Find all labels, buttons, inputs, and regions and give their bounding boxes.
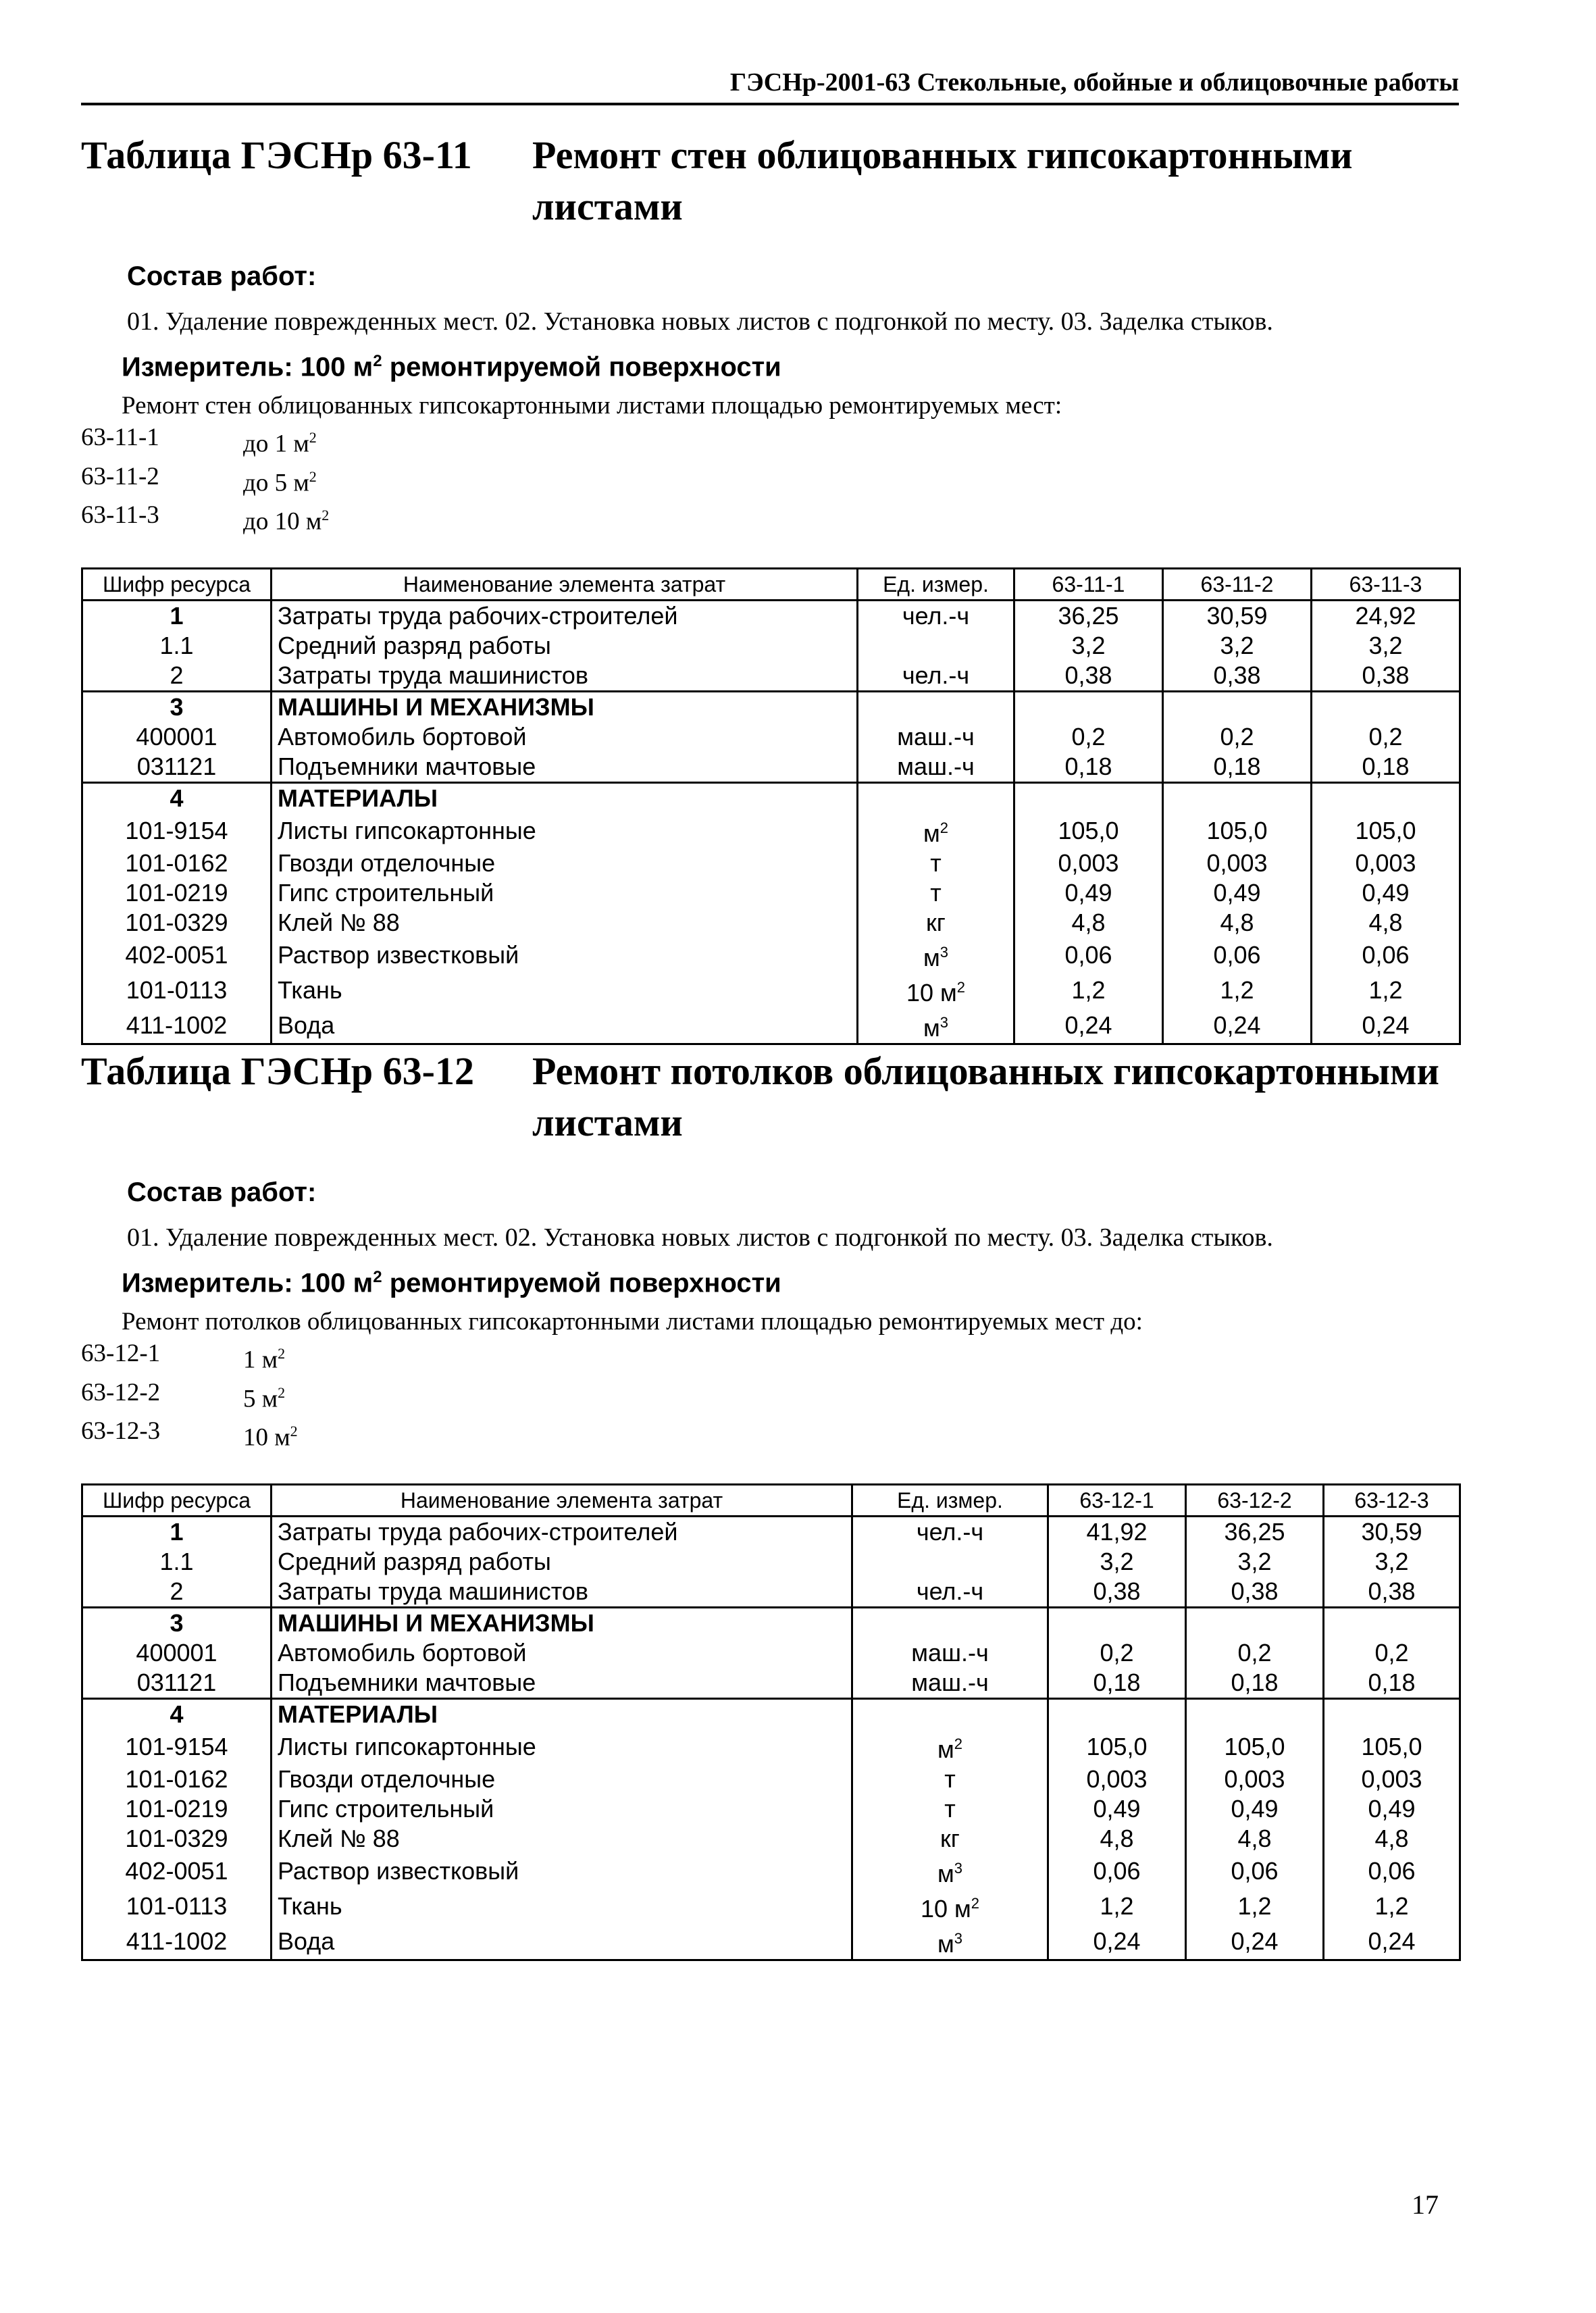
table-row bbox=[82, 1889, 1460, 1924]
unit-text: маш.-ч bbox=[897, 753, 975, 781]
cell-value-1: 0,38 bbox=[1048, 1577, 1186, 1608]
cell-code: 101-9154 bbox=[82, 813, 272, 848]
cell-code: 101-0162 bbox=[82, 848, 272, 878]
variant-text: 5 $м^2$ bbox=[243, 1383, 286, 1413]
cell-value-3: 105,0 bbox=[1324, 1729, 1460, 1764]
header-col-3: 63-11-3 bbox=[1312, 569, 1460, 601]
cell-code: 101-0219 bbox=[82, 878, 272, 908]
meter-prefix: Измеритель: 100 м bbox=[122, 1268, 374, 1298]
cell-value-2: 105,0 bbox=[1186, 1729, 1324, 1764]
cell-name: Подъемники мачтовые bbox=[272, 1668, 852, 1699]
cell-name: Автомобиль бортовой bbox=[272, 722, 858, 752]
table-row bbox=[82, 661, 1460, 692]
unit-text: чел.-ч bbox=[916, 1577, 984, 1606]
table-row bbox=[82, 813, 1460, 848]
cell-name: Средний разряд работы bbox=[272, 631, 858, 661]
variant-code: 63-11-3 bbox=[81, 501, 159, 529]
cell-value-1: 3,2 bbox=[1014, 631, 1163, 661]
cell-unit bbox=[852, 1764, 1048, 1794]
cell-name: Клей № 88 bbox=[272, 1824, 852, 1854]
variant-list bbox=[81, 422, 1459, 538]
table-row bbox=[82, 1668, 1460, 1699]
cell-name: Гвозди отделочные bbox=[272, 848, 858, 878]
cell-code: 101-0113 bbox=[82, 973, 272, 1008]
cell-unit bbox=[852, 1668, 1048, 1699]
cell-value-2: 3,2 bbox=[1163, 631, 1312, 661]
cell-unit bbox=[858, 813, 1014, 848]
cell-unit bbox=[858, 908, 1014, 938]
cell-value-2: 0,49 bbox=[1186, 1794, 1324, 1824]
cell-value-2 bbox=[1163, 692, 1312, 723]
cell-value-2: 0,38 bbox=[1163, 661, 1312, 692]
table-row bbox=[82, 973, 1460, 1008]
cell-value-2: 4,8 bbox=[1163, 908, 1312, 938]
header-name: Наименование элемента затрат bbox=[272, 1485, 852, 1517]
cell-value-1: 0,003 bbox=[1048, 1764, 1186, 1794]
header-unit: Ед. измер. bbox=[852, 1485, 1048, 1517]
table-row bbox=[82, 722, 1460, 752]
unit-text: кг bbox=[940, 1825, 960, 1853]
table-row bbox=[82, 878, 1460, 908]
cell-value-2 bbox=[1186, 1608, 1324, 1639]
cell-value-1: 0,24 bbox=[1014, 1008, 1163, 1044]
cell-value-2: 0,003 bbox=[1186, 1764, 1324, 1794]
cell-value-3: 1,2 bbox=[1312, 973, 1460, 1008]
cell-value-1: 0,18 bbox=[1014, 752, 1163, 783]
header-col-3: 63-12-3 bbox=[1324, 1485, 1460, 1517]
unit-exponent: 2 bbox=[954, 1735, 962, 1753]
cell-value-1: 36,25 bbox=[1014, 601, 1163, 632]
cell-code: 1.1 bbox=[82, 1547, 272, 1577]
table-row bbox=[82, 1854, 1460, 1889]
cell-name: Вода bbox=[272, 1008, 858, 1044]
cell-value-3: 30,59 bbox=[1324, 1517, 1460, 1548]
variant-code: 63-12-2 bbox=[81, 1378, 161, 1406]
unit-text: чел.-ч bbox=[902, 661, 970, 690]
cell-code: 031121 bbox=[82, 1668, 272, 1699]
cell-code: 101-0162 bbox=[82, 1764, 272, 1794]
cell-value-1: 105,0 bbox=[1014, 813, 1163, 848]
cell-name: Автомобиль бортовой bbox=[272, 1638, 852, 1668]
cell-value-2: 4,8 bbox=[1186, 1824, 1324, 1854]
meter-prefix: Измеритель: 100 м bbox=[122, 352, 374, 382]
unit-text: 10 м bbox=[920, 1895, 971, 1923]
cell-code: 402-0051 bbox=[82, 938, 272, 973]
variant-code: 63-12-1 bbox=[81, 1340, 161, 1368]
header-col-2: 63-11-2 bbox=[1163, 569, 1312, 601]
table-row bbox=[82, 601, 1460, 632]
cell-code: 2 bbox=[82, 661, 272, 692]
header-col-1: 63-11-1 bbox=[1014, 569, 1163, 601]
table-row bbox=[82, 692, 1460, 723]
unit-exponent: 3 bbox=[954, 1930, 962, 1948]
cell-code: 4 bbox=[82, 783, 272, 814]
cell-value-2 bbox=[1163, 783, 1312, 814]
meter-sup: 2 bbox=[373, 1268, 382, 1286]
cell-value-3: 105,0 bbox=[1312, 813, 1460, 848]
cell-value-2: 0,18 bbox=[1163, 752, 1312, 783]
table-row bbox=[82, 1824, 1460, 1854]
cell-name: МАТЕРИАЛЫ bbox=[272, 783, 858, 814]
cell-name: Гвозди отделочные bbox=[272, 1764, 852, 1794]
cell-value-2: 0,06 bbox=[1163, 938, 1312, 973]
header-code: Шифр ресурса bbox=[82, 1485, 272, 1517]
cell-unit bbox=[852, 1924, 1048, 1960]
cell-code: 400001 bbox=[82, 1638, 272, 1668]
header-name: Наименование элемента затрат bbox=[272, 569, 858, 601]
cell-value-2: 0,24 bbox=[1163, 1008, 1312, 1044]
cell-name: МАТЕРИАЛЫ bbox=[272, 1699, 852, 1730]
cell-value-3: 4,8 bbox=[1312, 908, 1460, 938]
cell-unit bbox=[852, 1824, 1048, 1854]
table-row bbox=[82, 1577, 1460, 1608]
unit-text: т bbox=[930, 849, 942, 878]
unit-text: маш.-ч bbox=[911, 1669, 989, 1697]
table-section-63-11 bbox=[81, 130, 1459, 1045]
cell-value-1: 0,18 bbox=[1048, 1668, 1186, 1699]
variant-code: 63-12-3 bbox=[81, 1417, 161, 1445]
meter-suffix: ремонтируемой поверхности bbox=[382, 352, 781, 382]
cell-value-3: 0,18 bbox=[1312, 752, 1460, 783]
cell-value-3: 3,2 bbox=[1324, 1547, 1460, 1577]
cell-unit bbox=[858, 973, 1014, 1008]
cell-value-3: 0,2 bbox=[1312, 722, 1460, 752]
table-row bbox=[82, 1608, 1460, 1639]
table-row bbox=[82, 1794, 1460, 1824]
cell-name: Листы гипсокартонные bbox=[272, 1729, 852, 1764]
cell-unit bbox=[852, 1854, 1048, 1889]
cell-value-1: 4,8 bbox=[1014, 908, 1163, 938]
table-row bbox=[82, 783, 1460, 814]
cell-code: 3 bbox=[82, 692, 272, 723]
cell-unit bbox=[852, 1577, 1048, 1608]
cell-unit bbox=[858, 661, 1014, 692]
variant-item bbox=[81, 461, 1459, 499]
cell-name: МАШИНЫ И МЕХАНИЗМЫ bbox=[272, 692, 858, 723]
cell-value-3 bbox=[1312, 692, 1460, 723]
table-row bbox=[82, 752, 1460, 783]
cell-code: 400001 bbox=[82, 722, 272, 752]
cell-unit bbox=[858, 601, 1014, 632]
cell-value-2: 0,18 bbox=[1186, 1668, 1324, 1699]
table-row bbox=[82, 1008, 1460, 1044]
table-row bbox=[82, 908, 1460, 938]
cell-value-3: 0,38 bbox=[1312, 661, 1460, 692]
unit-text: т bbox=[930, 879, 942, 907]
meter-line bbox=[122, 1259, 1459, 1301]
cell-code: 1.1 bbox=[82, 631, 272, 661]
variant-code: 63-11-2 bbox=[81, 462, 159, 490]
cell-code: 101-0113 bbox=[82, 1889, 272, 1924]
unit-exponent: 3 bbox=[954, 1860, 962, 1877]
cell-unit bbox=[858, 938, 1014, 973]
cell-value-2: 36,25 bbox=[1186, 1517, 1324, 1548]
meter-suffix: ремонтируемой поверхности bbox=[382, 1268, 781, 1298]
header-code: Шифр ресурса bbox=[82, 569, 272, 601]
cell-value-3 bbox=[1324, 1699, 1460, 1730]
variant-text: 1 $м^2$ bbox=[243, 1345, 286, 1374]
cell-value-1: 0,2 bbox=[1014, 722, 1163, 752]
cell-code: 101-0219 bbox=[82, 1794, 272, 1824]
cell-name: Раствор известковый bbox=[272, 1854, 852, 1889]
meter-sup: 2 bbox=[373, 352, 382, 370]
cell-value-2 bbox=[1186, 1699, 1324, 1730]
composition-text: 01. Удаление поврежденных мест. 02. Установка новых листов с подгонкой по месту. 03. Заделка стыков. bbox=[127, 307, 1273, 336]
table-row bbox=[82, 848, 1460, 878]
cell-value-1 bbox=[1048, 1699, 1186, 1730]
cell-code: 3 bbox=[82, 1608, 272, 1639]
table-row bbox=[82, 1729, 1460, 1764]
unit-text: м bbox=[937, 1735, 954, 1764]
cell-code: 1 bbox=[82, 601, 272, 632]
description: Ремонт потолков облицованных гипсокартонными листами площадью ремонтируемых мест до: bbox=[122, 1308, 1143, 1336]
cell-unit bbox=[858, 848, 1014, 878]
unit-text: кг bbox=[926, 909, 946, 937]
cell-value-3: 0,003 bbox=[1324, 1764, 1460, 1794]
cell-code: 411-1002 bbox=[82, 1924, 272, 1960]
cell-value-2: 0,49 bbox=[1163, 878, 1312, 908]
variant-text: до 5 $м^2$ bbox=[243, 467, 317, 497]
table-title: Ремонт потолков облицованных гипсокартонными листами bbox=[532, 1049, 1439, 1144]
table-title: Ремонт стен облицованных гипсокартонными листами bbox=[532, 133, 1353, 228]
cell-value-2: 0,24 bbox=[1186, 1924, 1324, 1960]
cell-name: Гипс строительный bbox=[272, 878, 858, 908]
cell-unit bbox=[852, 1889, 1048, 1924]
cell-unit bbox=[858, 752, 1014, 783]
cell-name: Ткань bbox=[272, 1889, 852, 1924]
table-header-row bbox=[82, 1485, 1460, 1517]
variant-text: 10 $м^2$ bbox=[243, 1422, 298, 1452]
table-body bbox=[82, 1517, 1460, 1960]
resource-table bbox=[81, 567, 1461, 1045]
cell-value-1: 41,92 bbox=[1048, 1517, 1186, 1548]
cell-unit bbox=[852, 1794, 1048, 1824]
table-row bbox=[82, 1547, 1460, 1577]
unit-text: м bbox=[923, 944, 940, 972]
cell-value-2: 30,59 bbox=[1163, 601, 1312, 632]
table-row bbox=[82, 1638, 1460, 1668]
cell-name: Средний разряд работы bbox=[272, 1547, 852, 1577]
cell-name: Подъемники мачтовые bbox=[272, 752, 858, 783]
cell-value-2: 1,2 bbox=[1186, 1889, 1324, 1924]
cell-name: Затраты труда рабочих-строителей bbox=[272, 1517, 852, 1548]
cell-unit bbox=[858, 783, 1014, 814]
composition-heading: Состав работ: bbox=[127, 1177, 317, 1207]
cell-value-3: 1,2 bbox=[1324, 1889, 1460, 1924]
cell-unit bbox=[858, 1008, 1014, 1044]
cell-value-1: 105,0 bbox=[1048, 1729, 1186, 1764]
header-col-1: 63-12-1 bbox=[1048, 1485, 1186, 1517]
cell-name: МАШИНЫ И МЕХАНИЗМЫ bbox=[272, 1608, 852, 1639]
cell-unit bbox=[852, 1547, 1048, 1577]
variant-item bbox=[81, 499, 1459, 538]
cell-value-1 bbox=[1014, 692, 1163, 723]
cell-code: 101-0329 bbox=[82, 908, 272, 938]
cell-value-3: 0,38 bbox=[1324, 1577, 1460, 1608]
cell-code: 101-9154 bbox=[82, 1729, 272, 1764]
cell-value-3: 0,24 bbox=[1312, 1008, 1460, 1044]
cell-code: 411-1002 bbox=[82, 1008, 272, 1044]
cell-code: 4 bbox=[82, 1699, 272, 1730]
unit-text: м bbox=[937, 1930, 954, 1958]
cell-value-1: 0,06 bbox=[1048, 1854, 1186, 1889]
cell-unit bbox=[858, 631, 1014, 661]
unit-text: маш.-ч bbox=[897, 723, 975, 751]
cell-code: 101-0329 bbox=[82, 1824, 272, 1854]
cell-value-1 bbox=[1014, 783, 1163, 814]
unit-text: чел.-ч bbox=[916, 1518, 984, 1546]
header-col-2: 63-12-2 bbox=[1186, 1485, 1324, 1517]
table-label: Таблица ГЭСНр 63-12 bbox=[81, 1049, 474, 1093]
variant-text: до 10 $м^2$ bbox=[243, 506, 330, 536]
cell-value-1: 0,49 bbox=[1048, 1794, 1186, 1824]
cell-unit bbox=[858, 722, 1014, 752]
unit-text: 10 м bbox=[906, 979, 957, 1007]
unit-text: м bbox=[923, 819, 940, 848]
cell-name: Затраты труда рабочих-строителей bbox=[272, 601, 858, 632]
table-row bbox=[82, 938, 1460, 973]
variant-item bbox=[81, 1415, 1459, 1454]
table-section-63-12 bbox=[81, 1046, 1459, 1961]
cell-code: 2 bbox=[82, 1577, 272, 1608]
header-unit: Ед. измер. bbox=[858, 569, 1014, 601]
table-row bbox=[82, 1764, 1460, 1794]
cell-value-3: 0,003 bbox=[1312, 848, 1460, 878]
cell-value-3: 0,18 bbox=[1324, 1668, 1460, 1699]
cell-value-1: 3,2 bbox=[1048, 1547, 1186, 1577]
table-row bbox=[82, 1699, 1460, 1730]
unit-exponent: 2 bbox=[956, 979, 966, 996]
cell-unit bbox=[852, 1699, 1048, 1730]
variant-list bbox=[81, 1338, 1459, 1454]
cell-value-1: 1,2 bbox=[1014, 973, 1163, 1008]
unit-exponent: 3 bbox=[939, 1014, 948, 1032]
running-header: ГЭСНр-2001-63 Стекольные, обойные и облицовочные работы bbox=[81, 68, 1459, 105]
cell-unit bbox=[852, 1729, 1048, 1764]
cell-unit bbox=[852, 1517, 1048, 1548]
cell-value-3: 0,2 bbox=[1324, 1638, 1460, 1668]
unit-text: м bbox=[937, 1860, 954, 1888]
cell-code: 1 bbox=[82, 1517, 272, 1548]
cell-name: Клей № 88 bbox=[272, 908, 858, 938]
cell-value-1: 1,2 bbox=[1048, 1889, 1186, 1924]
variant-text: до 1 $м^2$ bbox=[243, 429, 317, 458]
description: Ремонт стен облицованных гипсокартонными листами площадью ремонтируемых мест: bbox=[122, 392, 1062, 420]
cell-value-3: 0,24 bbox=[1324, 1924, 1460, 1960]
cell-code: 402-0051 bbox=[82, 1854, 272, 1889]
variant-item bbox=[81, 1338, 1459, 1376]
cell-value-2: 0,2 bbox=[1186, 1638, 1324, 1668]
cell-value-3: 3,2 bbox=[1312, 631, 1460, 661]
variant-code: 63-11-1 bbox=[81, 424, 159, 452]
unit-text: т bbox=[944, 1765, 956, 1794]
cell-value-3: 0,06 bbox=[1312, 938, 1460, 973]
cell-name: Листы гипсокартонные bbox=[272, 813, 858, 848]
cell-value-1: 0,49 bbox=[1014, 878, 1163, 908]
unit-text: чел.-ч bbox=[902, 602, 970, 630]
cell-name: Затраты труда машинистов bbox=[272, 661, 858, 692]
unit-text: т bbox=[944, 1795, 956, 1823]
unit-exponent: 3 bbox=[939, 944, 948, 961]
table-row bbox=[82, 631, 1460, 661]
cell-unit bbox=[858, 878, 1014, 908]
cell-unit bbox=[858, 692, 1014, 723]
cell-value-2: 0,2 bbox=[1163, 722, 1312, 752]
cell-value-2: 3,2 bbox=[1186, 1547, 1324, 1577]
cell-value-1: 0,2 bbox=[1048, 1638, 1186, 1668]
cell-value-1 bbox=[1048, 1608, 1186, 1639]
cell-value-3: 0,06 bbox=[1324, 1854, 1460, 1889]
cell-value-2: 0,06 bbox=[1186, 1854, 1324, 1889]
cell-name: Раствор известковый bbox=[272, 938, 858, 973]
table-title-row bbox=[81, 130, 1459, 232]
variant-item bbox=[81, 422, 1459, 460]
variant-item bbox=[81, 1377, 1459, 1415]
table-body bbox=[82, 601, 1460, 1044]
cell-value-1: 0,38 bbox=[1014, 661, 1163, 692]
cell-value-3: 0,49 bbox=[1312, 878, 1460, 908]
cell-value-3 bbox=[1324, 1608, 1460, 1639]
unit-text: м bbox=[923, 1014, 940, 1042]
meter-line bbox=[122, 343, 1459, 385]
cell-value-3: 4,8 bbox=[1324, 1824, 1460, 1854]
unit-text: маш.-ч bbox=[911, 1639, 989, 1667]
cell-unit bbox=[852, 1638, 1048, 1668]
table-header-row bbox=[82, 569, 1460, 601]
cell-value-3: 24,92 bbox=[1312, 601, 1460, 632]
table-row bbox=[82, 1517, 1460, 1548]
cell-value-1: 0,24 bbox=[1048, 1924, 1186, 1960]
cell-value-2: 0,003 bbox=[1163, 848, 1312, 878]
composition-heading: Состав работ: bbox=[127, 261, 317, 291]
cell-name: Ткань bbox=[272, 973, 858, 1008]
cell-value-1: 4,8 bbox=[1048, 1824, 1186, 1854]
table-row bbox=[82, 1924, 1460, 1960]
cell-name: Гипс строительный bbox=[272, 1794, 852, 1824]
cell-value-1: 0,003 bbox=[1014, 848, 1163, 878]
unit-exponent: 2 bbox=[939, 819, 948, 837]
composition-text: 01. Удаление поврежденных мест. 02. Установка новых листов с подгонкой по месту. 03. Заделка стыков. bbox=[127, 1223, 1273, 1252]
page-number: 17 bbox=[1412, 2189, 1439, 2220]
table-label: Таблица ГЭСНр 63-11 bbox=[81, 133, 472, 177]
cell-name: Вода bbox=[272, 1924, 852, 1960]
cell-value-3: 0,49 bbox=[1324, 1794, 1460, 1824]
cell-value-1: 0,06 bbox=[1014, 938, 1163, 973]
cell-value-2: 1,2 bbox=[1163, 973, 1312, 1008]
resource-table bbox=[81, 1483, 1461, 1961]
unit-exponent: 2 bbox=[971, 1895, 980, 1912]
cell-code: 031121 bbox=[82, 752, 272, 783]
table-title-row bbox=[81, 1046, 1459, 1148]
cell-value-2: 105,0 bbox=[1163, 813, 1312, 848]
cell-value-3 bbox=[1312, 783, 1460, 814]
cell-unit bbox=[852, 1608, 1048, 1639]
cell-value-2: 0,38 bbox=[1186, 1577, 1324, 1608]
cell-name: Затраты труда машинистов bbox=[272, 1577, 852, 1608]
